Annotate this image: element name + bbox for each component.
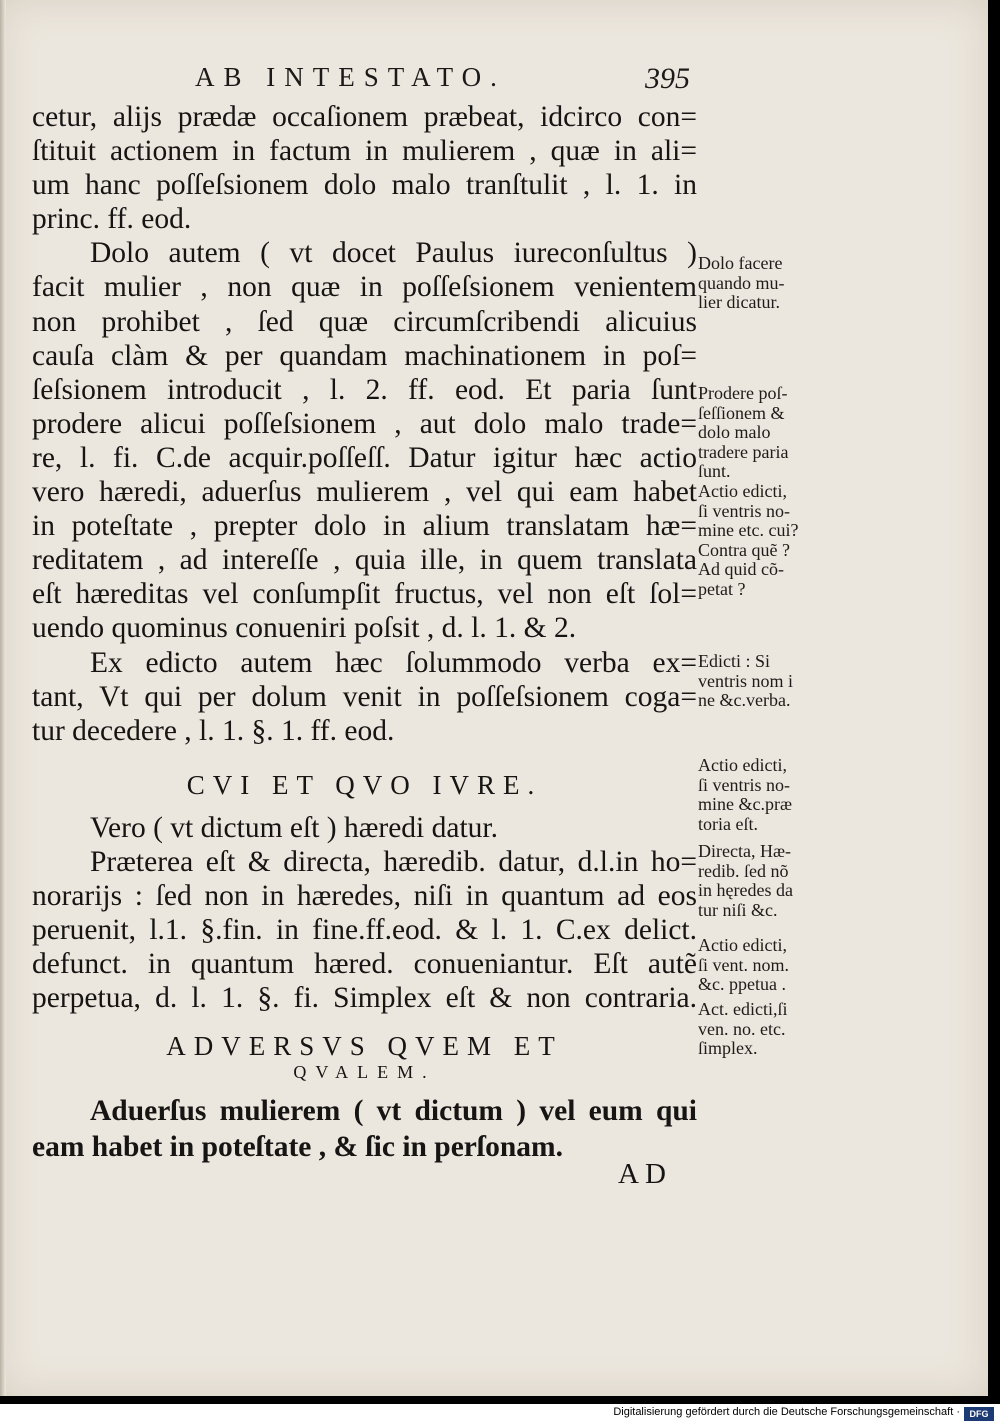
main-text-column — [32, 100, 697, 1165]
note-line: ſunt. — [698, 461, 731, 481]
text-line: facit mulier , non quæ in poſſeſsionem venientem — [32, 271, 697, 304]
text-line: tur decedere , l. 1. §. 1. ff. eod. — [32, 714, 395, 747]
note-line: Contra quẽ ? — [698, 539, 790, 560]
note-line: petat ? — [698, 578, 746, 599]
text-line: Dolo autem ( vt docet Paulus iureconſultus ) — [90, 237, 697, 270]
text-line: non prohibet , ſed quæ circumſcribendi alicuius — [32, 305, 697, 338]
text-line: in poteſtate , prepter dolo in alium translatam hæ= — [32, 510, 697, 543]
text-line: Vero ( vt dictum eſt ) hæredi datur. — [90, 811, 498, 844]
text-line: Præterea eſt & directa, hæredib. datur, d.l.in ho= — [90, 845, 697, 878]
note-line: dolo malo — [698, 422, 771, 442]
section-heading: CVI ET QVO IVRE. — [186, 769, 543, 800]
note-line: Actio edicti, — [698, 935, 787, 955]
text-line: defunct. in quantum hæred. conueniantur. Eſt autẽ — [32, 948, 697, 981]
text-line: vero hæredi, aduerſus mulierem , vel qui eam habet — [32, 476, 697, 509]
note-line: Edicti : Si — [698, 651, 770, 671]
note-line: mine etc. cui? — [698, 520, 799, 540]
margin-note — [698, 756, 830, 834]
paragraph-3 — [32, 646, 697, 748]
note-line: ſeſſionem & — [698, 402, 785, 423]
text-line: Ex edicto autem hæc ſolummodo verba ex= — [90, 646, 697, 679]
note-line: Directa, Hæ- — [698, 841, 791, 861]
page-number: 395 — [645, 62, 690, 95]
note-line: ſi ventris no- — [698, 500, 790, 521]
margin-note — [698, 842, 830, 920]
paragraph-2 — [32, 236, 697, 645]
text-line: ſeſsionem introducit , l. 2. ff. eod. Et paria ſunt — [32, 373, 697, 406]
catchword: AD — [618, 1158, 672, 1190]
margin-note — [698, 254, 830, 313]
note-line: redib. ſed nõ — [698, 860, 789, 881]
note-line: ſi vent. nom. — [698, 954, 789, 975]
text-line: eam habet in poteſtate , & ſic in perſonam. — [32, 1131, 563, 1164]
dfg-logo-icon: DFG — [964, 1407, 994, 1421]
text-line: tant, Vt qui per dolum venit in poſſeſsionem coga= — [32, 680, 697, 713]
text-line: prodere alicui poſſeſsionem , aut dolo malo trade= — [32, 407, 697, 440]
note-line: Act. edicti,ſi — [698, 999, 788, 1019]
funding-credit: Digitalisierung gefördert durch die Deutsche Forschungsgemeinschaft · — [613, 1406, 960, 1418]
text-line: princ. ff. eod. — [32, 203, 192, 236]
note-line: tur niſi &c. — [698, 899, 778, 920]
note-line: ventris nom i — [698, 670, 793, 691]
page-gutter-shadow — [0, 0, 6, 1396]
digitization-footer — [0, 1404, 1000, 1424]
note-line: ven. no. etc. — [698, 1018, 786, 1039]
note-line: Dolo facere — [698, 253, 783, 273]
text-line: cauſa clàm & per quandam machinationem in poſ= — [32, 339, 697, 372]
section-heading: ADVERSVS QVEM ET — [166, 1031, 563, 1062]
text-line: ſtituit actionem in factum in mulierem , quæ in ali= — [32, 135, 697, 168]
note-line: toria eſt. — [698, 813, 758, 834]
paragraph-1 — [32, 100, 697, 236]
note-line: Prodere poſ- — [698, 383, 788, 403]
note-line: Actio edicti, — [698, 755, 787, 775]
note-line: quando mu- — [698, 272, 785, 293]
text-line: re, l. fi. C.de acquir.poſſeſſ. Datur igitur hæc actio — [32, 441, 697, 474]
text-line: uendo quominus conueniri poſsit , d. l. 1. & 2. — [32, 612, 577, 645]
margin-note — [698, 482, 830, 599]
text-line: eſt hæreditas vel conſumpſit fructus, vel non eſt ſol= — [32, 578, 697, 611]
note-line: ſi ventris no- — [698, 774, 790, 795]
text-line: Aduerſus mulierem ( vt dictum ) vel eum qui — [90, 1095, 697, 1128]
paragraph-4 — [32, 811, 697, 1016]
running-head: AB INTESTATO. — [195, 62, 506, 92]
section-heading-continued: QVALEM. — [293, 1062, 436, 1083]
note-line: ſimplex. — [698, 1038, 758, 1058]
text-line: reditatem , ad intereſſe , quia ille, in quem translata — [32, 544, 697, 577]
margin-note — [698, 652, 830, 711]
note-line: ne &c.verba. — [698, 690, 791, 710]
text-line: peruenit, l.1. §.fin. in fine.ff.eod. & l. 1. C.ex delict. — [32, 914, 697, 947]
note-line: lier dicatur. — [698, 292, 780, 312]
text-line: norarijs : ſed non in hæredes, niſi in quantum ad eos — [32, 879, 697, 912]
note-line: Ad quid cõ- — [698, 559, 784, 579]
text-line: perpetua, d. l. 1. §. fi. Simplex eſt & non contraria. — [32, 982, 697, 1015]
margin-note — [698, 936, 830, 995]
note-line: Actio edicti, — [698, 481, 787, 501]
text-line: um hanc poſſeſsionem dolo malo tranſtulit , l. 1. in — [32, 169, 697, 202]
note-line: &c. ppetua . — [698, 974, 786, 994]
text-line: cetur, alijs prædæ occaſionem præbeat, idcirco con= — [32, 101, 697, 133]
note-line: tradere paria — [698, 441, 789, 462]
note-line: in hęredes da — [698, 880, 793, 900]
margin-note — [698, 384, 830, 482]
note-line: mine &c.præ — [698, 794, 792, 814]
margin-note — [698, 1000, 830, 1059]
paragraph-5 — [32, 1093, 697, 1165]
